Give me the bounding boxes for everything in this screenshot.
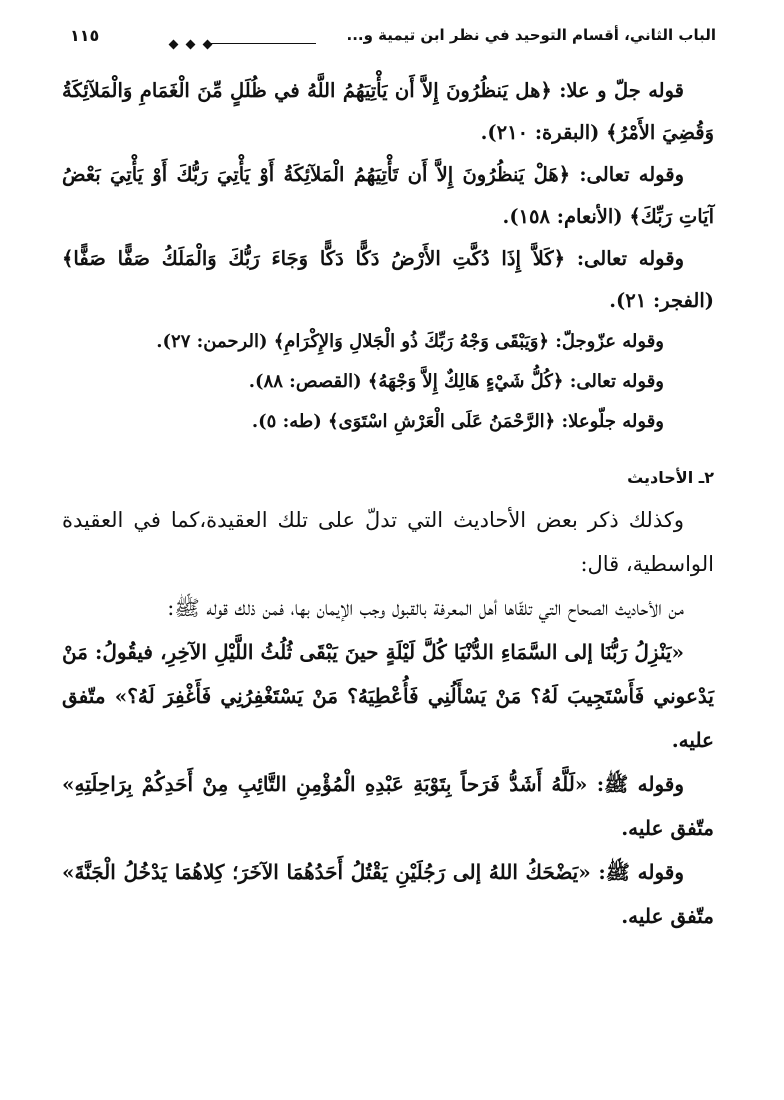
intro-paragraph: وكذلك ذكر بعض الأحاديث التي تدلّ على تلك العقيدة،كما في العقيدة الواسطية، قال: xyxy=(62,508,714,576)
verse-line: وقوله تعالى: ﴿كُلُّ شَيْءٍ هَالِكٌ إِلاَّ وَجْهَهُ﴾ (القصص: ٨٨). xyxy=(248,371,664,392)
verse-paragraph: وقوله تعالى: ﴿هَلْ يَنظُرُونَ إِلاَّ أَن تَأْتِيَهُمُ الْمَلآئِكَةُ أَوْ يَأْتِيَ رَبُّكَ أَوْ يَأْتِيَ بَعْضُ آيَاتِ رَبِّكَ﴾ (الأنعام: ١٥٨). xyxy=(62,163,714,228)
lead-paragraph: من الأحاديث الصحاح التي تلقّاها أهل المعرفة بالقبول وجب الإيمان بها، فمن ذلك قوله ﷺ: xyxy=(167,596,684,620)
ornament-dot xyxy=(203,40,213,50)
ornament-dot xyxy=(169,40,179,50)
verse-line: وقوله جلّوعلا: ﴿الرَّحْمَنُ عَلَى الْعَرْشِ اسْتَوَى﴾ (طه: ٥). xyxy=(251,411,664,432)
running-header xyxy=(70,22,716,56)
ornament-dot xyxy=(186,40,196,50)
header-title: الباب الثاني، أقسام التوحيد في نظر ابن تيمية و... xyxy=(346,26,716,44)
hadith-paragraph: «يَنْزِلُ رَبُّنَا إلى السَّمَاءِ الدُّنْيَا كُلَّ لَيْلَةٍ حينَ يَبْقَى ثُلُثُ اللَّيْلِ الآخِرِ، فيقُولُ: مَنْ يَدْعوني فَأَسْتَجِيبَ لَهُ؟ مَنْ يَسْأَلُنِي فَأُعْطِيَهُ؟ مَنْ يَسْتَغْفِرُنِي فَأَغْفِرَ لَهُ؟» متّفق عليه. xyxy=(62,640,714,752)
section-heading: ٢ـ الأحاديث xyxy=(627,468,714,487)
header-ornament xyxy=(165,36,235,50)
page-number: ١١٥ xyxy=(70,26,100,45)
verse-paragraph: قوله جلّ و علا: ﴿هل يَنظُرُونَ إِلاَّ أَن يَأْتِيَهُمُ اللَّهُ في ظُلَلٍ مِّنَ الْغَمَامِ وَالْمَلآئِكَةُ وَقُضِيَ الأَمْرُ﴾ (البقرة: ٢١٠). xyxy=(62,79,714,144)
verse-line: وقوله عزّوجلّ: ﴿وَيَبْقَى وَجْهُ رَبِّكَ ذُو الْجَلالِ وَالإِكْرَامِ﴾ (الرحمن: ٢٧). xyxy=(156,331,664,352)
hadith-paragraph: وقوله ﷺ: «لَلَّهُ أَشَدُّ فَرَحاً بِتَوْبَةِ عَبْدِهِ الْمُؤْمِنِ التَّائِبِ مِنْ أَحَدِكُمْ بِرَاحِلَتِهِ» متّفق عليه. xyxy=(62,772,714,840)
page-body xyxy=(62,70,714,938)
hadith-paragraph: وقوله ﷺ: «يَضْحَكُ اللهُ إلى رَجُلَيْنِ يَقْتُلُ أَحَدُهُمَا الآخَرَ؛ كِلاهُمَا يَدْخُلُ الْجَنَّةَ» متّفق عليه. xyxy=(62,860,714,928)
verse-paragraph: وقوله تعالى: ﴿كَلاَّ إِذَا دُكَّتِ الأَرْضُ دَكًّا دَكًّا وَجَاءَ رَبُّكَ وَالْمَلَكُ صَفًّا صَفًّا﴾ (الفجر: ٢١). xyxy=(62,247,714,312)
